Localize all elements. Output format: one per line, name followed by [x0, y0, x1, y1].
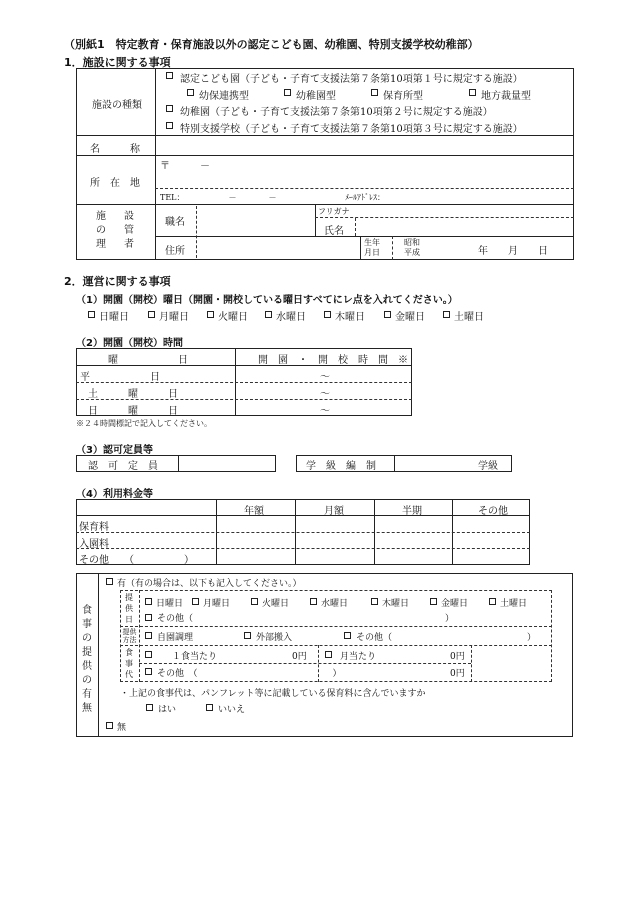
hours-weekday-time[interactable]: ～ [320, 372, 330, 383]
open-day-checkbox[interactable] [88, 311, 95, 318]
hours-row-saturday: 土 曜 日 [88, 389, 178, 400]
meal-day-label: 木曜日 [382, 599, 410, 609]
meal-day-other-checkbox[interactable] [145, 614, 152, 621]
method-other: その他（ ） [356, 633, 537, 643]
open-day-label: 木曜日 [335, 312, 365, 323]
fees-row-hoiku: 保育料 [79, 522, 109, 533]
section2-heading: 2．運営に関する事項 [64, 275, 171, 288]
open-day-checkbox[interactable] [265, 311, 272, 318]
yochien-type-option: 幼稚園型 [296, 91, 336, 102]
capacity-label: 認 可 定 員 [88, 461, 158, 472]
chiho-checkbox[interactable] [469, 89, 476, 96]
yochien-option: 幼稚園（子ども・子育て支援法第７条第10項第２号に規定する施設） [180, 107, 493, 118]
cost-per-month: 月当たり [340, 652, 377, 662]
method-outside: 外部搬入 [256, 633, 293, 643]
date-units: 年 月 日 [478, 246, 548, 257]
hours-row-sunday: 日 曜 日 [88, 406, 178, 417]
method-other-checkbox[interactable] [344, 632, 351, 639]
meal-day-checkbox[interactable] [192, 598, 199, 605]
chiho-option: 地方裁量型 [481, 91, 531, 102]
furigana-label: フリガナ [318, 207, 350, 216]
renkei-option: 幼保連携型 [199, 91, 249, 102]
meal-day-label: 日曜日 [156, 599, 184, 609]
included-yes-checkbox[interactable] [146, 704, 153, 711]
cost-per-month-yen[interactable]: 0円 [450, 652, 465, 662]
facility-name-label: 名 称 [90, 144, 140, 155]
open-day-label: 日曜日 [99, 312, 129, 323]
position-label: 職名 [165, 217, 185, 228]
hours-col-day: 曜 日 [108, 355, 188, 366]
cost-per-meal-yen[interactable]: 0円 [292, 652, 307, 662]
open-days-heading: （1）開園（開校）曜日（開園・開校している曜日すべてにレ点を入れてください。） [76, 295, 458, 306]
fees-col-half: 半期 [402, 506, 422, 517]
included-yes-label: はい [158, 705, 177, 715]
meal-no-checkbox[interactable] [106, 722, 113, 729]
open-day-checkbox[interactable] [148, 311, 155, 318]
meal-day-checkbox[interactable] [145, 598, 152, 605]
hours-row-weekday: 平 日 [80, 372, 160, 383]
included-no-checkbox[interactable] [206, 704, 213, 711]
meal-side-label: 食事の提供の有無 [82, 605, 92, 714]
included-no-label: いいえ [218, 705, 246, 715]
renkei-checkbox[interactable] [187, 89, 194, 96]
cost-label: 食事代 [125, 648, 133, 679]
open-day-label: 水曜日 [276, 312, 306, 323]
residence-label: 住所 [165, 246, 185, 257]
method-label: 提供方法 [122, 628, 137, 644]
meal-yes-checkbox[interactable] [106, 578, 113, 585]
birth-label: 生年月日 [364, 238, 380, 257]
postal-code-field[interactable]: 〒 － [160, 161, 210, 172]
address-label: 所 在 地 [90, 178, 140, 189]
meal-day-label: 月曜日 [203, 599, 231, 609]
capacity-heading: （3）認可定員等 [76, 445, 153, 456]
hours-col-time: 開 園 ・ 開 校 時 間 ※ [258, 355, 408, 366]
class-label: 学 級 編 制 [306, 461, 376, 472]
facility-name-field[interactable] [160, 139, 570, 153]
tokubetsu-checkbox[interactable] [166, 122, 173, 129]
hours-note: ※２４時間標記で記入してください。 [76, 419, 212, 428]
fees-row-other: その他 （ ） [79, 555, 194, 566]
open-day-label: 土曜日 [454, 312, 484, 323]
facility-type-label: 施設の種類 [92, 100, 142, 111]
meal-no-label: 無 [117, 723, 127, 733]
yochien-checkbox[interactable] [166, 105, 173, 112]
yochien-type-checkbox[interactable] [284, 89, 291, 96]
era-label: 昭和 平成 [404, 238, 420, 257]
class-unit: 学級 [478, 461, 498, 472]
section1-heading: 1．施設に関する事項 [64, 56, 171, 69]
cost-per-meal: １食当たり [172, 652, 218, 662]
open-day-checkbox[interactable] [324, 311, 331, 318]
method-self: 自園調理 [157, 633, 194, 643]
open-day-checkbox[interactable] [207, 311, 214, 318]
fees-col-month: 月額 [324, 506, 344, 517]
provide-day-label: 提供日 [125, 593, 133, 624]
hoikusho-type-checkbox[interactable] [371, 89, 378, 96]
cost-other-yen[interactable]: 0円 [450, 669, 465, 679]
meal-day-label: 水曜日 [321, 599, 349, 609]
page-title: （別紙1 特定教育・保育施設以外の認定こども園、幼稚園、特別支援学校幼稚部） [64, 38, 479, 51]
fees-row-entrance: 入園料 [79, 539, 109, 550]
method-outside-checkbox[interactable] [244, 632, 251, 639]
tel-field[interactable]: TEL： － － [160, 193, 277, 202]
fees-col-year: 年額 [244, 506, 264, 517]
method-self-checkbox[interactable] [145, 632, 152, 639]
cost-per-meal-checkbox[interactable] [145, 651, 152, 658]
capacity-field[interactable] [180, 456, 274, 471]
tokubetsu-option: 特別支援学校（子ども・子育て支援法第７条第10項第３号に規定する施設） [180, 124, 523, 135]
hours-heading: （2）開園（開校）時間 [76, 338, 183, 349]
meal-day-label: 金曜日 [441, 599, 469, 609]
meal-day-checkbox[interactable] [371, 598, 378, 605]
hoikusho-type-option: 保育所型 [383, 91, 423, 102]
open-day-checkbox[interactable] [443, 311, 450, 318]
open-day-label: 金曜日 [395, 312, 425, 323]
open-day-checkbox[interactable] [384, 311, 391, 318]
meal-day-checkbox[interactable] [251, 598, 258, 605]
fees-col-other: その他 [478, 506, 508, 517]
meal-day-checkbox[interactable] [310, 598, 317, 605]
meal-yes-label: 有（有の場合は、以下も記入してください。） [117, 579, 302, 589]
meal-day-label: 火曜日 [262, 599, 290, 609]
kodomoen-option: 認定こども園（子ども・子育て支援法第７条第10項第１号に規定する施設） [180, 74, 523, 85]
open-day-label: 火曜日 [218, 312, 248, 323]
manager-label: 施 設 の 管 理 者 [96, 211, 152, 250]
hours-sunday-time[interactable]: ～ [320, 406, 330, 417]
fees-heading: （4）利用料金等 [76, 489, 153, 500]
meal-day-checkbox[interactable] [430, 598, 437, 605]
cost-other-checkbox[interactable] [145, 668, 152, 675]
meal-day-label: 土曜日 [500, 599, 528, 609]
open-day-label: 月曜日 [159, 312, 189, 323]
email-field[interactable]: ﾒｰﾙｱﾄﾞﾚｽ： [345, 193, 385, 202]
meal-included-question: ・上記の食事代は、パンフレット等に記載している保育料に含んでいますか [120, 689, 426, 699]
cost-per-month-checkbox[interactable] [325, 651, 332, 658]
meal-day-other: その他（ ） [157, 614, 455, 624]
cost-other: その他 （ ） [157, 669, 342, 679]
hours-saturday-time[interactable]: ～ [320, 389, 330, 400]
kodomoen-checkbox[interactable] [166, 72, 173, 79]
person-name-label: 氏名 [324, 226, 344, 237]
meal-day-checkbox[interactable] [489, 598, 496, 605]
